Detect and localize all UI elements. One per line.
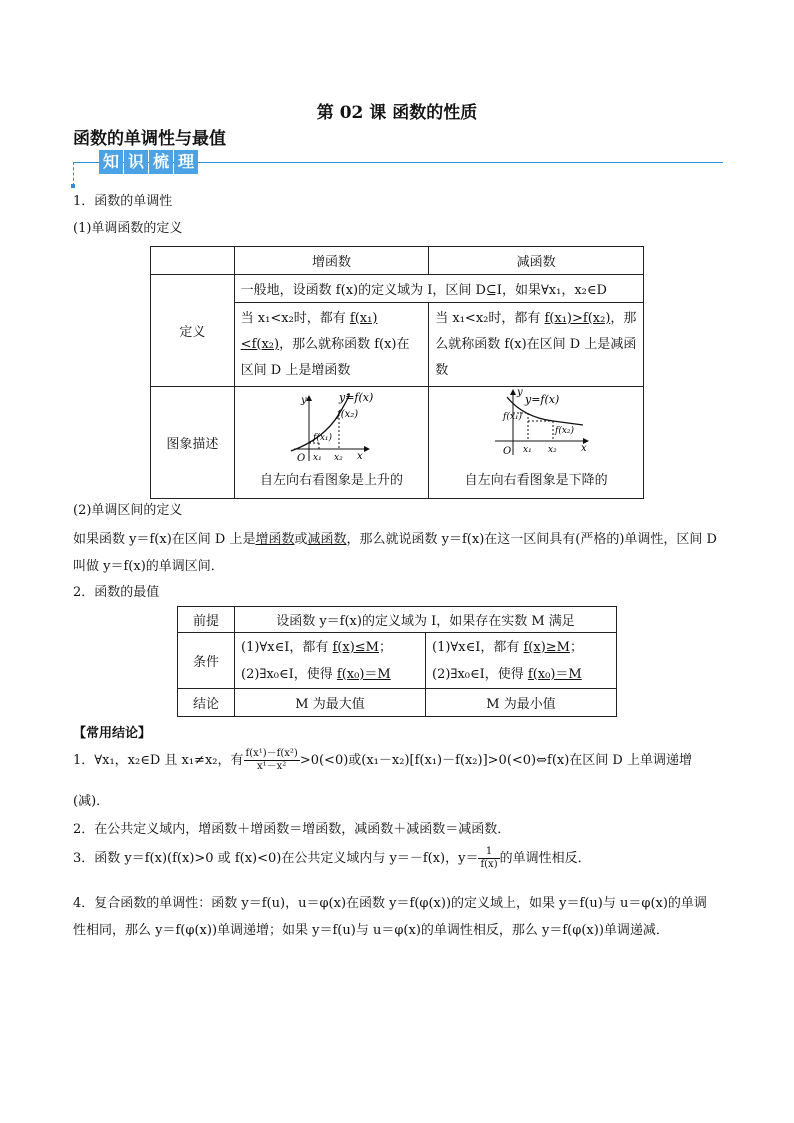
c3-pre: 3．函数 y＝f(x)(f(x)>0 或 f(x)<0)在公共定义域内与 y＝－f(x)，y＝: [73, 851, 479, 866]
decreasing-graph: [433, 389, 623, 469]
curve-label: y=f(x): [338, 391, 373, 404]
decreasing-caption: 自左向右看图象是下降的: [464, 473, 608, 488]
inc-def-post: ，那么就称函数 f(x)在区间 D 上是增函数: [240, 336, 410, 378]
interval-increasing: 增函数: [255, 532, 295, 547]
decreasing-graph-cell: [429, 387, 644, 499]
interval-decreasing: 减函数: [307, 532, 347, 547]
interval-or: 或: [294, 532, 308, 547]
max-c2-pre: (2)∃x₀∈I，使得: [241, 666, 337, 682]
x-axis-arrow: [364, 446, 370, 452]
x1-label: x₁: [312, 453, 322, 463]
conclusion-1: [73, 748, 733, 773]
origin-label: O: [503, 446, 512, 457]
fx2-label: f(x₂): [336, 409, 358, 420]
c3-fraction: [478, 846, 499, 871]
banner-char: 知: [99, 150, 123, 174]
part1-sub1: (1)单调函数的定义: [73, 221, 183, 236]
monotonic-table: [150, 246, 644, 499]
part1-heading: 1．函数的单调性: [73, 194, 173, 209]
curve-label: y=f(x): [525, 393, 560, 406]
banner-corner: [73, 162, 74, 186]
table-row: [178, 633, 617, 689]
premise-text: 设函数 y＝f(x)的定义域为 I，如果存在实数 M 满足: [235, 607, 617, 633]
table-row: [178, 607, 617, 633]
inc-def-condition: f(x₁)<f(x₂): [240, 310, 378, 352]
row-label-graph: 图象描述: [151, 387, 235, 499]
increasing-graph: [239, 389, 419, 469]
fx1-label: f(x₁): [312, 433, 332, 443]
min-c1-pre: (1)∀x∈I，都有: [432, 639, 524, 655]
conclusion-2: 2．在公共定义域内，增函数＋增函数＝增函数，减函数＋减函数＝减函数．: [73, 822, 511, 837]
min-cond-2: [432, 661, 610, 688]
common-heading: 【常用结论】: [73, 726, 152, 741]
min-c2-pre: (2)∃x₀∈I，使得: [432, 666, 528, 682]
banner-dot: [71, 184, 75, 188]
min-c2-cond: f(x₀)＝M: [527, 666, 582, 682]
fx1-label: f(x₁): [503, 412, 523, 422]
max-cond-2: [241, 661, 419, 688]
premise-label: 前提: [178, 607, 235, 633]
increasing-graph-cell: [234, 387, 429, 499]
section-heading: 函数的单调性与最值: [73, 129, 226, 149]
c4-line-1: 4．复合函数的单调性：函数 y＝f(u)，u＝φ(x)在函数 y＝f(φ(x))的定义域上，如果 y＝f(u)与 u＝φ(x)的单调: [73, 896, 707, 911]
interval-text-2: ，那么就说函数 y＝f(x)在这一区间具有(严格的)单调性，区间 D 叫做 y＝f(x)的单调区间．: [73, 532, 717, 574]
conclusion-1-tail: (减)．: [73, 794, 110, 809]
c4-line-2: 性相同，那么 y＝f(φ(x))单调递增；如果 y＝f(u)与 u＝φ(x)的单调性相反，那么 y＝f(φ(x))单调递减．: [73, 923, 669, 938]
increasing-caption: 自左向右看图象是上升的: [259, 473, 403, 488]
x2-label: x₂: [548, 445, 557, 455]
c1-fraction: [244, 748, 300, 773]
c3-frac-num: 1: [478, 846, 499, 859]
col-decreasing: 减函数: [429, 247, 644, 275]
x-label: x: [356, 451, 363, 462]
c3-frac-den: f(x): [480, 859, 498, 870]
condition-label: 条件: [178, 633, 235, 689]
col-increasing: 增函数: [234, 247, 429, 275]
definition-common: 一般地，设函数 f(x)的定义域为 I，区间 D⊆I，如果∀x₁，x₂∈D: [234, 275, 643, 303]
c1-pre: 1．∀x₁，x₂∈D 且 x₁≠x₂，有: [73, 753, 244, 768]
conclusion-3: [73, 846, 591, 871]
c1-frac-den: x¹－x²: [257, 761, 287, 772]
fx2-label: f(x₂): [555, 426, 575, 436]
table-row: [151, 247, 644, 275]
interval-definition: [73, 526, 725, 580]
part1-sub2: (2)单调区间的定义: [73, 503, 183, 518]
conclusion-label: 结论: [178, 689, 235, 717]
banner-char: 理: [174, 150, 198, 174]
inc-def-pre: 当 x₁<x₂时，都有: [240, 310, 350, 326]
max-cond-1: [241, 634, 419, 661]
min-cond-1: [432, 634, 610, 661]
max-conditions: [235, 633, 426, 689]
row-label-definition: 定义: [151, 275, 235, 387]
page-title: 第 02 课 函数的性质: [316, 103, 478, 123]
c1-frac-num: f(x¹)－f(x²): [245, 748, 298, 759]
conclusion-4: [73, 890, 733, 944]
banner-char: 识: [124, 150, 148, 174]
max-c1-post: ；: [378, 639, 392, 655]
min-conditions: [426, 633, 617, 689]
c3-post: 的单调性相反．: [499, 851, 591, 866]
max-c1-pre: (1)∀x∈I，都有: [241, 639, 333, 655]
max-c2-cond: f(x₀)＝M: [336, 666, 391, 682]
dec-def-post: ，那么就称函数 f(x)在区间 D 上是减函数: [435, 310, 637, 378]
banner-tag: [99, 150, 199, 174]
x2-label: x₂: [333, 453, 343, 463]
y-label: y: [517, 389, 523, 398]
increasing-definition: [234, 303, 429, 387]
y-label: y: [300, 395, 307, 406]
y-axis-arrow: [306, 395, 312, 401]
table-cell: [151, 247, 235, 275]
table-row: [151, 275, 644, 303]
table-row: [178, 689, 617, 717]
banner-char: 梳: [149, 150, 173, 174]
origin-label: O: [296, 453, 305, 464]
part2-heading: 2．函数的最值: [73, 585, 160, 600]
min-c1-cond: f(x)≥M: [523, 639, 570, 655]
interval-text-1: 如果函数 y＝f(x)在区间 D 上是: [73, 532, 256, 547]
min-c1-post: ；: [569, 639, 583, 655]
max-conclusion: M 为最大值: [235, 689, 426, 717]
max-c1-cond: f(x)≤M: [332, 639, 379, 655]
dec-def-condition: f(x₁)>f(x₂): [544, 310, 611, 326]
knowledge-banner: [73, 148, 723, 188]
c1-post: >0(<0)或(x₁－x₂)[f(x₁)－f(x₂)]>0(<0)⇔f(x)在区间 D 上单调递增: [299, 753, 692, 768]
min-conclusion: M 为最小值: [426, 689, 617, 717]
table-row: [151, 387, 644, 499]
extremum-table: [177, 606, 617, 717]
x1-label: x₁: [523, 445, 532, 455]
dec-def-pre: 当 x₁<x₂时，都有: [435, 310, 545, 326]
x-label: x: [581, 443, 587, 454]
decreasing-definition: [429, 303, 644, 387]
y-axis-arrow: [510, 389, 516, 395]
